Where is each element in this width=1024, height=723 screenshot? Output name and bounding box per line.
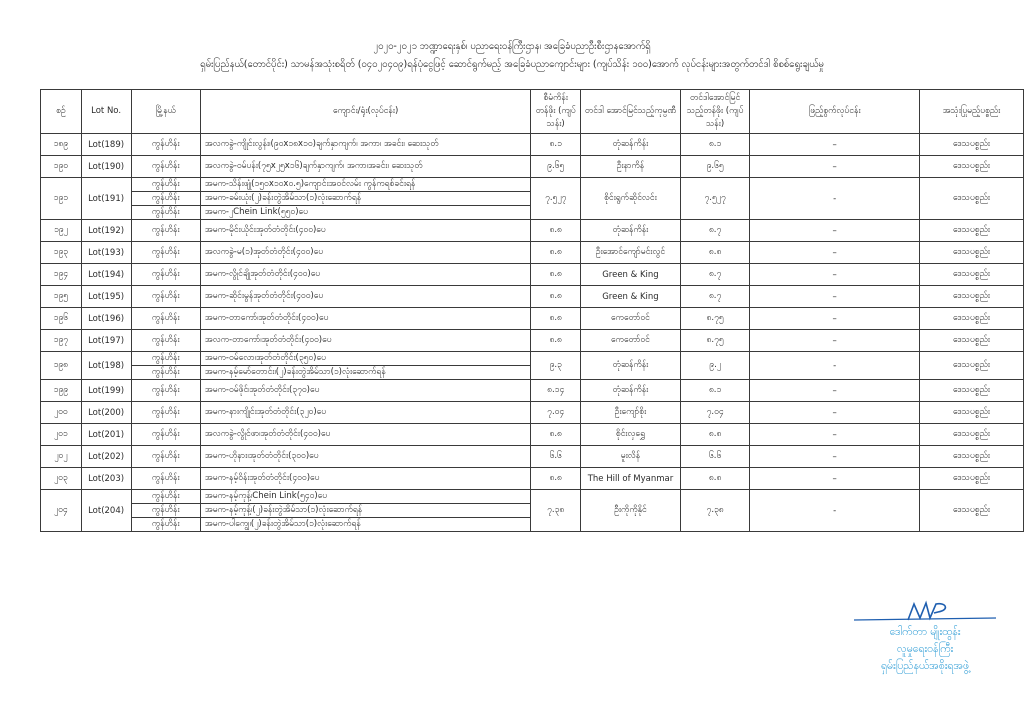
work-description-cell: အမက-ဝမ်လော၊အုတ်တံတိုင်း(၃၅၀)ပေ (200, 352, 530, 366)
signatory-office: ရှမ်းပြည်နယ်အစိုးရအဖွဲ့ (880, 660, 970, 672)
award-value-cell: ၆.၆ (680, 446, 749, 468)
material-cell: ဒေသပစ္စည်း (919, 446, 1023, 468)
lot-cell: Lot(200) (81, 402, 131, 424)
additional-work-cell: – (750, 330, 920, 352)
company-cell: ကေတော်ဝင် (581, 330, 681, 352)
table-row (41, 424, 1024, 446)
company-cell: မူးလိန် (581, 446, 681, 468)
estimate-cell: ၈.၈ (531, 242, 581, 264)
award-value-cell: ၈.၈ (680, 242, 749, 264)
signatory-title: လူမှုရေးဝန်ကြီး (896, 643, 954, 655)
additional-work-cell: – (750, 242, 920, 264)
award-value-cell: ၉.၆၅ (680, 156, 749, 178)
township-cell: ကွန်ဟိန်း (131, 220, 200, 242)
estimate-cell: ၉.၆၅ (531, 156, 581, 178)
additional-work-cell: – (750, 286, 920, 308)
lot-cell: Lot(201) (81, 424, 131, 446)
estimate-cell: ၈.၈ (531, 308, 581, 330)
work-description-cell: အမက-နမ့်ကုန့်၊Chein Link(၅၄၀)ပေ (200, 490, 530, 504)
work-description-cell: အမက-ဝမ်ဖိုင်၊အုတ်တံတိုင်း(၃၇၀)ပေ (200, 380, 530, 402)
serial-cell: ၂၀၃ (41, 468, 82, 490)
company-cell: ဦးနာကိန် (581, 156, 681, 178)
township-cell: ကွန်ဟိန်း (131, 424, 200, 446)
work-description-cell: အမက-၂Chein Link(၅၅၀)ပေ (200, 206, 530, 220)
serial-cell: ၁၉၀ (41, 156, 82, 178)
material-cell: ဒေသပစ္စည်း (919, 308, 1023, 330)
award-value-cell: ၈.၇၅ (680, 308, 749, 330)
township-cell: ကွန်ဟိန်း (131, 468, 200, 490)
work-description-cell: အမက-ခမ်းယုံး(၂)ခန်းတွဲအိမ်သာ(၁)လုံးဆောက်ရန် (200, 192, 530, 206)
additional-work-cell: – (750, 134, 920, 156)
material-cell: ဒေသပစ္စည်း (919, 134, 1023, 156)
serial-cell: ၁၈၉ (41, 134, 82, 156)
company-cell: စိုင်းရွက်ဆိုင်လင်း (581, 178, 681, 220)
table-row (41, 468, 1024, 490)
serial-cell: ၂၀၀ (41, 402, 82, 424)
township-cell: ကွန်ဟိန်း (131, 446, 200, 468)
serial-cell: ၁၉၈ (41, 352, 82, 380)
material-cell: ဒေသပစ္စည်း (919, 220, 1023, 242)
lot-cell: Lot(189) (81, 134, 131, 156)
work-description-cell: အလကခွဲ-ကျိုင်းလွန်း၊(၉၀x၁၈x၁၀)ချက်နှာကျက်၊ အကာ၊ အခင်း၊ ဆေးသုတ် (200, 134, 530, 156)
table-row (41, 446, 1024, 468)
material-cell: ဒေသပစ္စည်း (919, 286, 1023, 308)
col-header-award-value: တင်ဒါအောင်မြင် သည့်တန်ဖိုး (ကျပ်သန်း) (680, 90, 749, 134)
work-description-cell: အမက-ဆိုင်းမွန်အုတ်တံတိုင်း(၄၀၀)ပေ (200, 286, 530, 308)
estimate-cell: ၉.၃ (531, 352, 581, 380)
serial-cell: ၁၉၉ (41, 380, 82, 402)
material-cell: ဒေသပစ္စည်း (919, 156, 1023, 178)
material-cell: ဒေသပစ္စည်း (919, 468, 1023, 490)
additional-work-cell: – (750, 424, 920, 446)
serial-cell: ၁၉၆ (41, 308, 82, 330)
work-description-cell: အမက-မိုင်းယိုင်းအုတ်တံတိုင်း(၄၀၀)ပေ (200, 220, 530, 242)
township-cell: ကွန်ဟိန်း (131, 264, 200, 286)
table-body (41, 134, 1024, 532)
award-value-cell: ၉.၂ (680, 352, 749, 380)
table-row (41, 242, 1024, 264)
table-header-row (41, 90, 1024, 134)
award-value-cell: ၇.၀၄ (680, 402, 749, 424)
additional-work-cell: - (750, 490, 920, 532)
company-cell: Green & King (581, 264, 681, 286)
company-cell: တုံဆန်ကိန်း (581, 380, 681, 402)
additional-work-cell: – (750, 402, 920, 424)
additional-work-cell: – (750, 264, 920, 286)
lot-cell: Lot(194) (81, 264, 131, 286)
material-cell: ဒေသပစ္စည်း (919, 424, 1023, 446)
table-row (41, 330, 1024, 352)
work-description-cell: အလကခွဲ-လွိုင်ဖာ၊အုတ်တံတိုင်း(၄၀၀)ပေ (200, 424, 530, 446)
lot-cell: Lot(196) (81, 308, 131, 330)
col-header-school-work: ကျောင်း/ရုံး(လုပ်ငန်း) (200, 90, 530, 134)
township-cell: ကွန်ဟိန်း (131, 366, 200, 380)
company-cell: တုံဆန်ကိန်း (581, 352, 681, 380)
estimate-cell: ၈.၈ (531, 220, 581, 242)
work-description-cell: အလကခွဲ-ဝမ်ပန်း(၇၅x၂၅x၁၆)ချက်နှာကျက်၊ အကာ၊အခင်း၊ ဆေးသုတ် (200, 156, 530, 178)
lot-cell: Lot(199) (81, 380, 131, 402)
material-cell: ဒေသပစ္စည်း (919, 380, 1023, 402)
serial-cell: ၂၀၁ (41, 424, 82, 446)
estimate-cell: ၈.၈ (531, 424, 581, 446)
lot-cell: Lot(203) (81, 468, 131, 490)
tender-results-table (40, 89, 1024, 532)
estimate-cell: ၈.၈ (531, 468, 581, 490)
lot-cell: Lot(202) (81, 446, 131, 468)
work-description-cell: အမက-နမ့်မော်တောင်း၊(၂)ခန်းတွဲအိမ်သာ(၁)လုံးဆောက်ရန် (200, 366, 530, 380)
table-row (41, 352, 1024, 366)
signatory-name: ဒေါက်တာ မျိုးထွန်း (889, 626, 961, 638)
township-cell: ကွန်ဟိန်း (131, 330, 200, 352)
award-value-cell: ၈.၁ (680, 134, 749, 156)
serial-cell: ၁၉၇ (41, 330, 82, 352)
additional-work-cell: – (750, 380, 920, 402)
township-cell: ကွန်ဟိန်း (131, 402, 200, 424)
table-row (41, 380, 1024, 402)
serial-cell: ၁၉၃ (41, 242, 82, 264)
township-cell: ကွန်ဟိန်း (131, 380, 200, 402)
table-row (41, 286, 1024, 308)
company-cell: တုံဆန်ကိန်း (581, 220, 681, 242)
material-cell: ဒေသပစ္စည်း (919, 178, 1023, 220)
award-value-cell: ၈.၈ (680, 468, 749, 490)
estimate-cell: ၆.၆ (531, 446, 581, 468)
lot-cell: Lot(190) (81, 156, 131, 178)
award-value-cell: ၈.၇၅ (680, 330, 749, 352)
serial-cell: ၁၉၅ (41, 286, 82, 308)
lot-cell: Lot(191) (81, 178, 131, 220)
col-header-material: အသုံးပြုမည့်ပစ္စည်း (919, 90, 1023, 134)
table-row (41, 308, 1024, 330)
township-cell: ကွန်ဟိန်း (131, 308, 200, 330)
additional-work-cell: - (750, 352, 920, 380)
table-row (41, 264, 1024, 286)
table-row (41, 490, 1024, 504)
township-cell: ကွန်ဟိန်း (131, 134, 200, 156)
material-cell: ဒေသပစ္စည်း (919, 352, 1023, 380)
estimate-cell: ၈.၈ (531, 286, 581, 308)
township-cell: ကွန်ဟိန်း (131, 156, 200, 178)
serial-cell: ၁၉၂ (41, 220, 82, 242)
material-cell: ဒေသပစ္စည်း (919, 330, 1023, 352)
award-value-cell: ၈.၈ (680, 424, 749, 446)
company-cell: ဦးကိုကိုနိုင် (581, 490, 681, 532)
company-cell: Green & King (581, 286, 681, 308)
township-cell: ကွန်ဟိန်း (131, 518, 200, 532)
col-header-lot: Lot No. (81, 90, 131, 134)
company-cell: The Hill of Myanmar (581, 468, 681, 490)
company-cell: စိုင်းလှရွှေ (581, 424, 681, 446)
additional-work-cell: – (750, 220, 920, 242)
township-cell: ကွန်ဟိန်း (131, 178, 200, 192)
lot-cell: Lot(198) (81, 352, 131, 380)
material-cell: ဒေသပစ္စည်း (919, 490, 1023, 532)
company-cell: ဦးကျော်စိုး (581, 402, 681, 424)
award-value-cell: ၈.၇ (680, 264, 749, 286)
award-value-cell: ၈.၇ (680, 286, 749, 308)
signature-block (830, 598, 1020, 675)
work-description-cell: အမက-လွိုင်ချိုအုတ်တံတိုင်း(၄၀၀)ပေ (200, 264, 530, 286)
serial-cell: ၁၉၄ (41, 264, 82, 286)
table-row (41, 134, 1024, 156)
township-cell: ကွန်ဟိန်း (131, 352, 200, 366)
additional-work-cell: – (750, 446, 920, 468)
work-description-cell: အမက-နမ့်ဝိန်းအုတ်တံတိုင်း(၄၀၀)ပေ (200, 468, 530, 490)
col-header-township: မြို့နယ် (131, 90, 200, 134)
company-cell: ဦးအောင်ကျော်မင်းလွင် (581, 242, 681, 264)
work-description-cell: အလက-တာကော်၊အုတ်တံတိုင်း(၄၀၀)ပေ (200, 330, 530, 352)
award-value-cell: ၇.၃၈ (680, 490, 749, 532)
township-cell: ကွန်ဟိန်း (131, 504, 200, 518)
estimate-cell: ၈.၁ (531, 134, 581, 156)
additional-work-cell: – (750, 156, 920, 178)
col-header-company: တင်ဒါ အောင်မြင်သည့်ကုမ္ပဏီ (581, 90, 681, 134)
estimate-cell: ၈.၈ (531, 264, 581, 286)
table-row (41, 156, 1024, 178)
col-header-serial: စဉ် (41, 90, 82, 134)
signature-mark (830, 598, 1020, 624)
estimate-cell: ၈.၁၄ (531, 380, 581, 402)
estimate-cell: ၇.၅၂၇ (531, 178, 581, 220)
material-cell: ဒေသပစ္စည်း (919, 264, 1023, 286)
lot-cell: Lot(192) (81, 220, 131, 242)
township-cell: ကွန်ဟိန်း (131, 242, 200, 264)
work-description-cell: အမက-နမ့်ကုန့်၊(၂)ခန်းတွဲအိမ်သာ(၁)လုံးဆောက်ရန် (200, 504, 530, 518)
table-row (41, 402, 1024, 424)
serial-cell: ၂၀၄ (41, 490, 82, 532)
estimate-cell: ၇.၀၄ (531, 402, 581, 424)
additional-work-cell: - (750, 178, 920, 220)
serial-cell: ၂၀၂ (41, 446, 82, 468)
document-title-line-2: ရှမ်းပြည်နယ်(တောင်ပိုင်း) သာမန်အသုံးစရိတ် (၀၄၀၂၀၄၀၉)ရန်ပုံငွေဖြင့် ဆောင်ရွက်မည့် အခြေခံပညာကျောင်းများ (ကျပ်သိန်း ၁၀၀)အောက် လုပ်ငန်းများအတွက်တင်ဒါ စိစစ်ရွေးချယ်မှု (200, 59, 824, 70)
work-description-cell: အလကခွဲ-မ(၁)အုတ်တံတိုင်း(၄၀၀)ပေ (200, 242, 530, 264)
work-description-cell: အမက-နားကျိုင်းအုတ်တံတိုင်း(၃၂၀)ပေ (200, 402, 530, 424)
col-header-additional-work: ဖြည့်စွက်လုပ်ငန်း (750, 90, 920, 134)
township-cell: ကွန်ဟိန်း (131, 206, 200, 220)
lot-cell: Lot(197) (81, 330, 131, 352)
additional-work-cell: – (750, 308, 920, 330)
estimate-cell: ၇.၃၈ (531, 490, 581, 532)
col-header-estimate: စီမံကိန်း တန်ဖိုး (ကျပ်သန်း) (531, 90, 581, 134)
estimate-cell: ၈.၈ (531, 330, 581, 352)
township-cell: ကွန်ဟိန်း (131, 286, 200, 308)
township-cell: ကွန်ဟိန်း (131, 192, 200, 206)
company-cell: ကေတော်ဝင် (581, 308, 681, 330)
work-description-cell: အမက-သိန်းဖျုံ(၁၅၀x၁၀x၀.၅)ကျောင်းအဝင်လမ်း ကွန်ကရစ်ခင်းရန် (200, 178, 530, 192)
lot-cell: Lot(193) (81, 242, 131, 264)
township-cell: ကွန်ဟိန်း (131, 490, 200, 504)
company-cell: တုံဆန်ကိန်း (581, 134, 681, 156)
work-description-cell: အမက-ဟိုနား၊အုတ်တံတိုင်း(၃၀၀)ပေ (200, 446, 530, 468)
award-value-cell: ၇.၅၂၇ (680, 178, 749, 220)
lot-cell: Lot(195) (81, 286, 131, 308)
table-row (41, 220, 1024, 242)
additional-work-cell: – (750, 468, 920, 490)
lot-cell: Lot(204) (81, 490, 131, 532)
table-row (41, 178, 1024, 192)
award-value-cell: ၈.၁ (680, 380, 749, 402)
work-description-cell: အမက-တာကော်၊အုတ်တံတိုင်း(၄၀၀)ပေ (200, 308, 530, 330)
material-cell: ဒေသပစ္စည်း (919, 402, 1023, 424)
serial-cell: ၁၉၁ (41, 178, 82, 220)
material-cell: ဒေသပစ္စည်း (919, 242, 1023, 264)
work-description-cell: အမက-ပါကျွေ၊(၂)ခန်းတွဲအိမ်သာ(၁)လုံးဆောက်ရန် (200, 518, 530, 532)
document-title-line-1: ၂၀၂၀-၂၀၂၁ ဘဏ္ဍာရေးနှစ်၊ ပညာရေးဝန်ကြီးဌာန၊ အခြေခံပညာဦးစီးဌာနအောက်ရှိ (373, 41, 651, 52)
award-value-cell: ၈.၇ (680, 220, 749, 242)
